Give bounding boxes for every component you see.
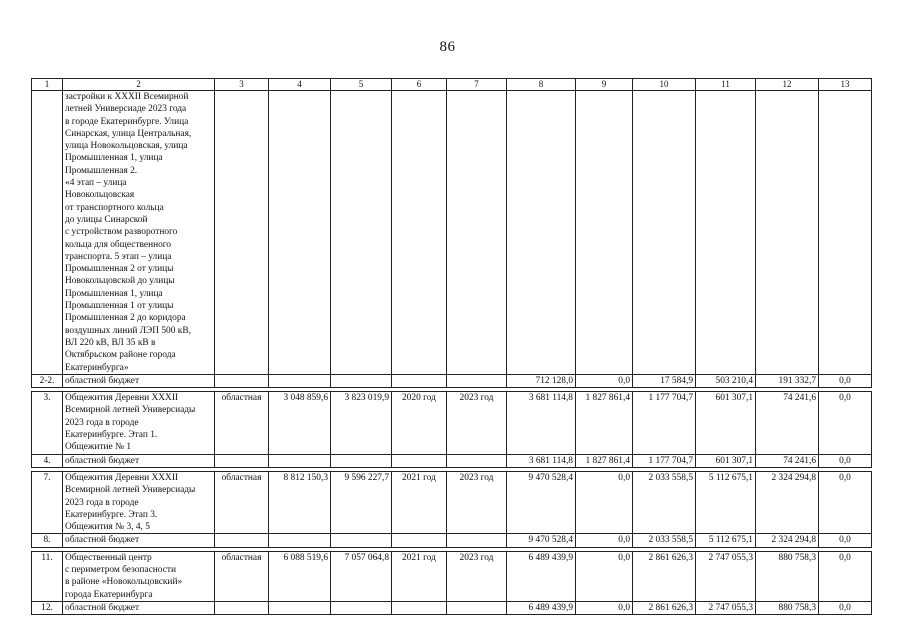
start-year-cell: 2021 год (392, 551, 447, 601)
empty-cell (819, 91, 872, 375)
empty-cell (576, 91, 633, 375)
year-2-amount-cell: 1 177 704,7 (633, 392, 696, 454)
total-amount-cell: 6 489 439,9 (507, 601, 576, 614)
row-number-cell: 8. (32, 534, 63, 547)
column-number-row (32, 79, 872, 91)
budget-total-row (32, 601, 872, 614)
column-number: 8 (507, 79, 576, 91)
year-4-amount-cell: 2 324 294,8 (756, 534, 819, 547)
year-1-amount-cell: 1 827 861,4 (576, 392, 633, 454)
cost-updated-cell: 9 596 227,7 (331, 471, 392, 533)
page-number: 86 (439, 39, 456, 55)
object-name-cell: областной бюджет (63, 374, 215, 387)
budget-level-cell (215, 601, 269, 614)
year-2-amount-cell: 1 177 704,7 (633, 454, 696, 467)
row-number-cell (32, 91, 63, 375)
year-2-amount-cell: 2 033 558,5 (633, 471, 696, 533)
object-name-cell: областной бюджет (63, 601, 215, 614)
column-number: 3 (215, 79, 269, 91)
empty-cell (633, 91, 696, 375)
object-name-cell: Общественный центр с периметром безопасности в районе «Новокольцовский» города Екатеринбурга (63, 551, 215, 601)
budget-level-cell (215, 454, 269, 467)
object-row (32, 551, 872, 601)
row-number-cell: 11. (32, 551, 63, 601)
end-year-cell (447, 601, 507, 614)
year-3-amount-cell: 601 307,1 (696, 454, 756, 467)
object-row (32, 392, 872, 454)
estimated-cost-cell: 3 048 859,6 (269, 392, 331, 454)
year-5-amount-cell: 0,0 (819, 454, 872, 467)
year-2-amount-cell: 2 033 558,5 (633, 534, 696, 547)
budget-table (31, 78, 872, 615)
estimated-cost-cell (269, 534, 331, 547)
cost-updated-cell (331, 374, 392, 387)
year-5-amount-cell: 0,0 (819, 374, 872, 387)
year-4-amount-cell: 2 324 294,8 (756, 471, 819, 533)
year-3-amount-cell: 2 747 055,3 (696, 551, 756, 601)
start-year-cell (392, 454, 447, 467)
estimated-cost-cell: 6 088 519,6 (269, 551, 331, 601)
empty-cell (756, 91, 819, 375)
column-number: 7 (447, 79, 507, 91)
total-amount-cell: 9 470 528,4 (507, 534, 576, 547)
year-1-amount-cell: 1 827 861,4 (576, 454, 633, 467)
end-year-cell: 2023 год (447, 392, 507, 454)
year-1-amount-cell: 0,0 (576, 601, 633, 614)
column-number: 6 (392, 79, 447, 91)
year-3-amount-cell: 2 747 055,3 (696, 601, 756, 614)
year-2-amount-cell: 17 584,9 (633, 374, 696, 387)
end-year-cell (447, 534, 507, 547)
end-year-cell: 2023 год (447, 471, 507, 533)
object-name-cell: областной бюджет (63, 534, 215, 547)
end-year-cell (447, 454, 507, 467)
row-number-cell: 12. (32, 601, 63, 614)
column-number: 9 (576, 79, 633, 91)
year-3-amount-cell: 503 210,4 (696, 374, 756, 387)
year-1-amount-cell: 0,0 (576, 471, 633, 533)
start-year-cell (392, 601, 447, 614)
row-number-cell: 4. (32, 454, 63, 467)
year-5-amount-cell: 0,0 (819, 534, 872, 547)
estimated-cost-cell (269, 601, 331, 614)
start-year-cell (392, 374, 447, 387)
budget-level-cell: областная (215, 471, 269, 533)
budget-level-cell: областная (215, 392, 269, 454)
cost-updated-cell (331, 534, 392, 547)
column-number: 12 (756, 79, 819, 91)
continuation-row (32, 91, 872, 375)
year-1-amount-cell: 0,0 (576, 551, 633, 601)
start-year-cell: 2021 год (392, 471, 447, 533)
object-name-cell: застройки к XXXII Всемирной летней Универсиаде 2023 года в городе Екатеринбурге. Улица Синарская, улица Центральная, улица Новокольцовская, улица Промышленная 1, улица Промышленная 2. «4 этап – улица Новокольцовская от транспортного кольца до улицы Синарской с устройством разворотного кольца для общественного транспорта. 5 этап – улица Промышленная 2 от улицы Новокольцовской до улицы Промышленная 1, улица Промышленная 1 от улицы Промышленная 2 до коридора воздушных линий ЛЭП 500 кВ, ВЛ 220 кВ, ВЛ 35 кВ в Октябрьском районе города Екатеринбурга» (63, 91, 215, 375)
year-5-amount-cell: 0,0 (819, 551, 872, 601)
column-number: 2 (63, 79, 215, 91)
estimated-cost-cell (269, 454, 331, 467)
budget-total-row (32, 374, 872, 387)
cost-updated-cell (331, 454, 392, 467)
end-year-cell (447, 374, 507, 387)
object-name-cell: Общежития Деревни XXXII Всемирной летней Универсиады 2023 года в городе Екатеринбурге. Этап 1. Общежитие № 1 (63, 392, 215, 454)
object-name-cell: областной бюджет (63, 454, 215, 467)
budget-level-cell (215, 374, 269, 387)
empty-cell (507, 91, 576, 375)
empty-cell (215, 91, 269, 375)
row-number-cell: 3. (32, 392, 63, 454)
cost-updated-cell (331, 601, 392, 614)
year-4-amount-cell: 880 758,3 (756, 601, 819, 614)
cost-updated-cell: 3 823 019,9 (331, 392, 392, 454)
column-number: 10 (633, 79, 696, 91)
object-name-cell: Общежития Деревни XXXII Всемирной летней Универсиады 2023 года в городе Екатеринбурге. Этап 3. Общежития № 3, 4, 5 (63, 471, 215, 533)
year-1-amount-cell: 0,0 (576, 374, 633, 387)
budget-total-row (32, 454, 872, 467)
year-3-amount-cell: 5 112 675,1 (696, 534, 756, 547)
column-number: 1 (32, 79, 63, 91)
budget-level-cell: областная (215, 551, 269, 601)
start-year-cell (392, 534, 447, 547)
year-4-amount-cell: 74 241,6 (756, 454, 819, 467)
year-5-amount-cell: 0,0 (819, 601, 872, 614)
row-number-cell: 2-2. (32, 374, 63, 387)
row-number-cell: 7. (32, 471, 63, 533)
total-amount-cell: 9 470 528,4 (507, 471, 576, 533)
object-row (32, 471, 872, 533)
year-4-amount-cell: 191 332,7 (756, 374, 819, 387)
year-4-amount-cell: 74 241,6 (756, 392, 819, 454)
start-year-cell: 2020 год (392, 392, 447, 454)
year-3-amount-cell: 601 307,1 (696, 392, 756, 454)
end-year-cell: 2023 год (447, 551, 507, 601)
year-3-amount-cell: 5 112 675,1 (696, 471, 756, 533)
column-number: 11 (696, 79, 756, 91)
estimated-cost-cell: 8 812 150,3 (269, 471, 331, 533)
column-number: 5 (331, 79, 392, 91)
total-amount-cell: 3 681 114,8 (507, 454, 576, 467)
total-amount-cell: 712 128,0 (507, 374, 576, 387)
empty-cell (392, 91, 447, 375)
estimated-cost-cell (269, 374, 331, 387)
year-2-amount-cell: 2 861 626,3 (633, 601, 696, 614)
column-number: 4 (269, 79, 331, 91)
budget-total-row (32, 534, 872, 547)
year-5-amount-cell: 0,0 (819, 471, 872, 533)
total-amount-cell: 6 489 439,9 (507, 551, 576, 601)
empty-cell (269, 91, 331, 375)
budget-level-cell (215, 534, 269, 547)
year-1-amount-cell: 0,0 (576, 534, 633, 547)
year-5-amount-cell: 0,0 (819, 392, 872, 454)
empty-cell (447, 91, 507, 375)
empty-cell (331, 91, 392, 375)
cost-updated-cell: 7 057 064,8 (331, 551, 392, 601)
total-amount-cell: 3 681 114,8 (507, 392, 576, 454)
column-number: 13 (819, 79, 872, 91)
year-2-amount-cell: 2 861 626,3 (633, 551, 696, 601)
year-4-amount-cell: 880 758,3 (756, 551, 819, 601)
empty-cell (696, 91, 756, 375)
